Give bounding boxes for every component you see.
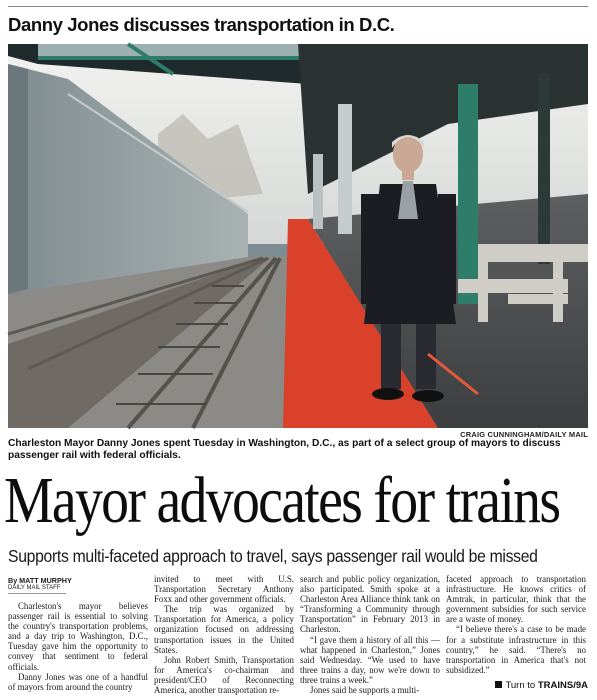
article-column-2 xyxy=(154,574,294,695)
paragraph: John Robert Smith, Transportation for America's co-chairman and president/CEO of Reconnecting America, another transportation re- xyxy=(154,654,294,696)
jump-prefix: Turn to xyxy=(505,680,536,691)
article-column-3 xyxy=(300,574,440,695)
news-photo xyxy=(8,44,588,428)
photo-credit: CRAIG CUNNINGHAM/DAILY MAIL xyxy=(460,430,588,439)
paragraph: “I believe there's a case to be made for a substitute infrastructure in this country,” he said. “There's no transportation in America that's not subsidized.” xyxy=(446,624,586,675)
paragraph: Jones said he supports a multi- xyxy=(310,685,420,696)
paragraph: Danny Jones was one of a handful of mayors from around the country xyxy=(8,671,148,692)
bullet-square-icon xyxy=(495,681,502,688)
paragraph: Charleston's mayor believes passenger rail is essential to solving the country's transportation problems, and a day trip to Washington, D.C., Tuesday gave him the opportunity to convey that sentiment to federal officials. xyxy=(8,601,148,672)
paragraph: “I gave them a history of all this — what happened in Charleston,” Jones said Wednesday. “We used to have three trains a day, now we're down to three trains a week.” xyxy=(300,634,440,685)
paragraph: search and public policy organization, also participated. Smith spoke at a Charleston Area Alliance think tank on “Transforming a Community through Transportation” in February 2013 in Charleston. xyxy=(300,574,440,635)
photo-caption: Charleston Mayor Danny Jones spent Tuesday in Washington, D.C., as part of a select group of mayors to discuss passenger rail with federal officials. xyxy=(8,438,561,461)
topic-bar xyxy=(8,6,588,42)
deck-subheadline: Supports multi-faceted approach to travel, says passenger rail would be missed xyxy=(8,546,538,566)
topic-label: Danny Jones discusses transportation in D.C. xyxy=(8,14,395,35)
station-scene xyxy=(8,44,588,428)
headline: Mayor advocates for trains xyxy=(4,464,560,537)
byline-staff: DAILY MAIL STAFF xyxy=(8,585,66,594)
article-body xyxy=(8,574,588,696)
article-column-1 xyxy=(8,574,148,695)
jump-target: TRAINS/9A xyxy=(537,680,588,691)
article-column-4 xyxy=(446,574,586,695)
paragraph: invited to meet with U.S. Transportation Secretary Anthony Foxx and other government officials. xyxy=(154,574,294,605)
paragraph: faceted approach to transportation infrastructure. He knows critics of Amtrak, in particular, think that the government subsidies for such service are a waste of money. xyxy=(446,574,586,625)
jump-line[interactable] xyxy=(495,680,588,691)
byline: By MATT MURPHY xyxy=(8,576,72,585)
paragraph: The trip was organized by Transportation for America, a policy organization focused on addressing transportation issues in the United States. xyxy=(154,604,294,655)
